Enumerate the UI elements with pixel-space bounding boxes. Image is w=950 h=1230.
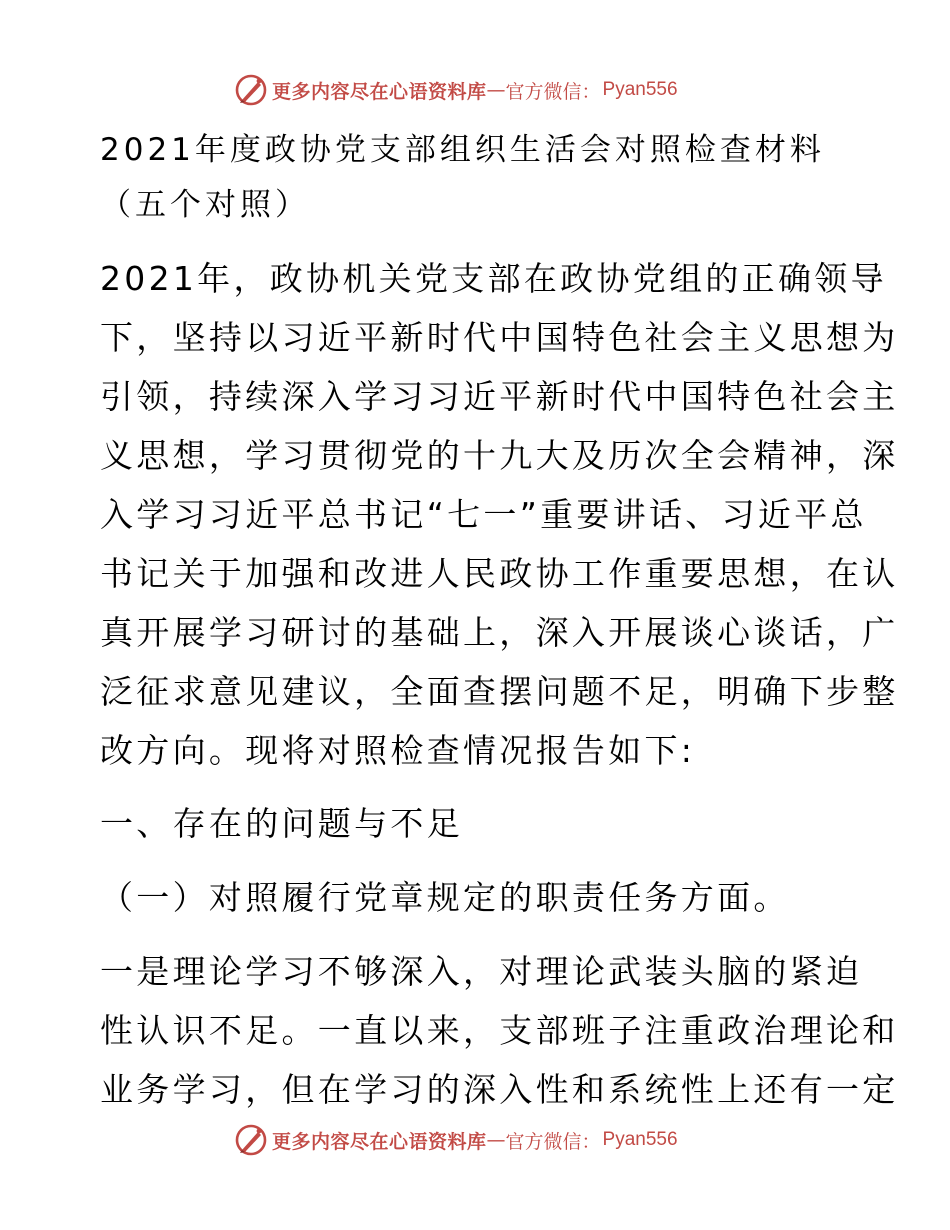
intro-line: 2021年，政协机关党支部在政协党组的正确领导	[100, 259, 887, 298]
watermark-wechat-label: 官方微信：	[505, 80, 601, 103]
watermark-main-text: 更多内容尽在心语资料库	[272, 1130, 487, 1153]
intro-line: 改方向。现将对照检查情况报告如下:	[100, 731, 696, 770]
document-subtitle: （五个对照）	[100, 187, 310, 223]
watermark-separator: —	[486, 1129, 506, 1151]
subsection-heading: （一）对照履行党章规定的职责任务方面。	[100, 878, 790, 917]
intro-line: 下，坚持以习近平新时代中国特色社会主义思想为	[100, 318, 899, 357]
intro-line: 入学习习近平总书记“七一”重要讲话、习近平总	[100, 495, 867, 534]
watermark-wechat-id: Pyan556	[602, 1129, 678, 1150]
document-title: 2021年度政协党支部组织生活会对照检查材料	[100, 132, 825, 168]
point-line: 性认识不足。一直以来，支部班子注重政治理论和	[100, 1011, 899, 1050]
watermark-wechat-id: Pyan556	[602, 79, 678, 100]
footer-watermark	[234, 1120, 714, 1160]
intro-line: 义思想，学习贯彻党的十九大及历次全会精神，深	[100, 436, 899, 475]
header-watermark	[234, 70, 714, 110]
pen-circle-logo-icon	[234, 1123, 268, 1157]
intro-line: 真开展学习研讨的基础上，深入开展谈心谈话，广	[100, 613, 899, 652]
intro-line: 引领，持续深入学习习近平新时代中国特色社会主	[100, 377, 899, 416]
intro-line: 书记关于加强和改进人民政协工作重要思想，在认	[100, 554, 899, 593]
watermark-main-text: 更多内容尽在心语资料库	[272, 80, 487, 103]
watermark-wechat-label: 官方微信：	[505, 1130, 601, 1153]
section-heading: 一、存在的问题与不足	[100, 804, 463, 843]
intro-line: 泛征求意见建议，全面查摆问题不足，明确下步整	[100, 672, 899, 711]
point-line: 一是理论学习不够深入，对理论武装头脑的紧迫	[100, 952, 863, 991]
pen-circle-logo-icon	[234, 73, 268, 107]
point-line: 业务学习，但在学习的深入性和系统性上还有一定	[100, 1070, 899, 1109]
watermark-separator: —	[486, 79, 506, 101]
